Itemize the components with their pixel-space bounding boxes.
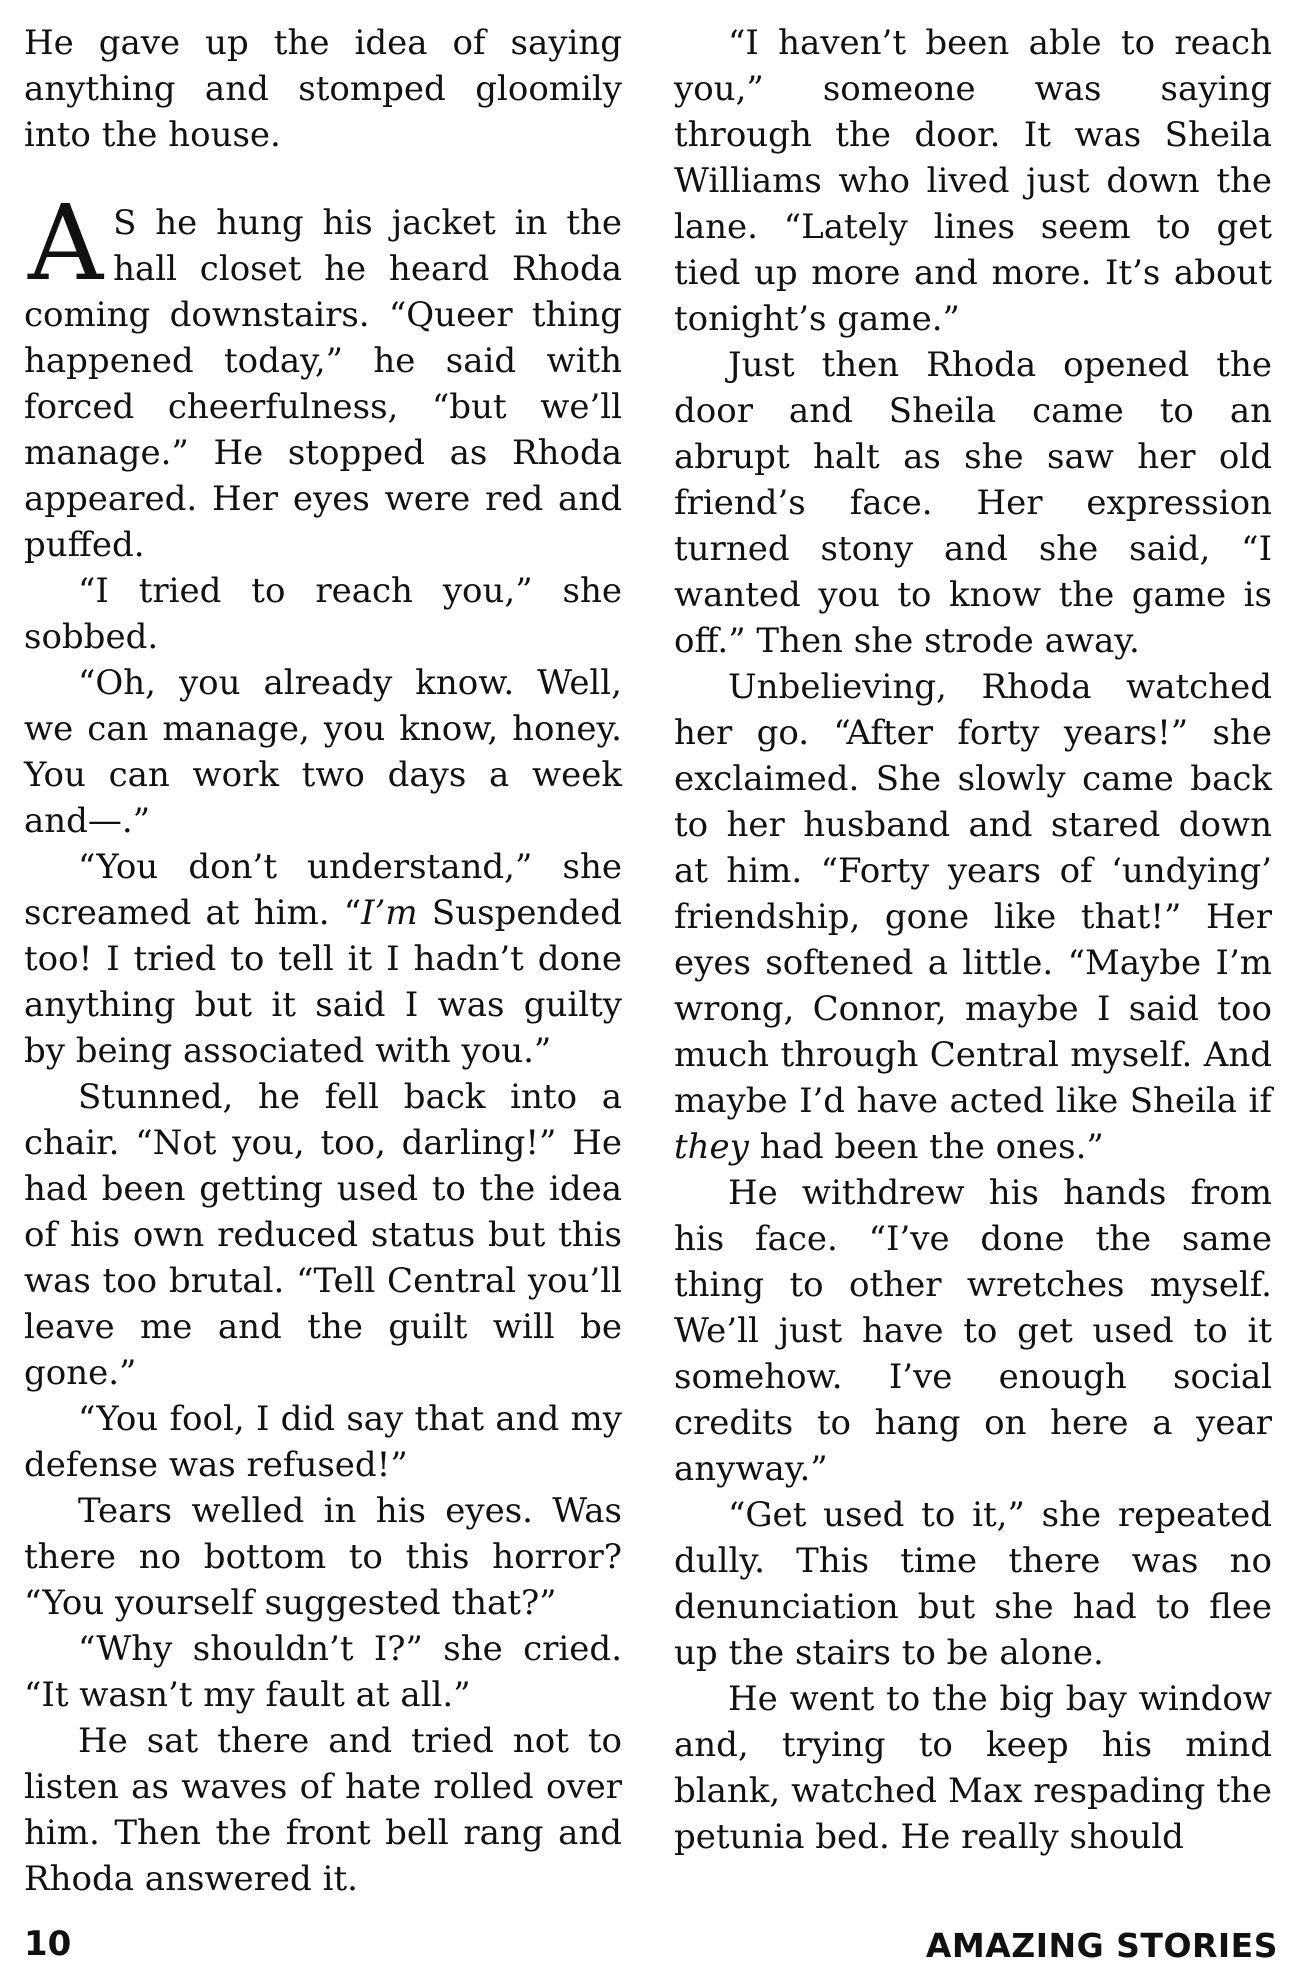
- paragraph-text: S he hung his jacket in the hall closet he heard Rhoda coming downstairs. “Queer thing happened today,” he said with forced cheerfulness, “but we’ll manage.” He stopped as Rhoda appeared. Her eyes were red and puffed.: [24, 203, 622, 565]
- paragraph-text: Unbelieving, Rhoda watched her go. “After forty years!” she exclaimed. She slowly came back to her husband and stared down at him. “Forty years of ‘undying’ friendship, gone like that!” Her eyes softened a little. “Maybe I’m wrong, Connor, maybe I said too much through Central myself. And maybe I’d have acted like Sheila if: [674, 667, 1272, 1121]
- page-number: 10: [24, 1924, 72, 1964]
- left-column: [24, 20, 622, 1902]
- drop-cap: A: [28, 182, 104, 304]
- paragraph: “Get used to it,” she repeated dully. This time there was no denunciation but she had to flee up the stairs to be alone.: [674, 1495, 1272, 1673]
- paragraph: Just then Rhoda opened the door and Sheila came to an abrupt halt as she saw her old friend’s face. Her expression turned stony and she said, “I wanted you to know the game is off.” Then she strode away.: [674, 345, 1272, 661]
- paragraph: Stunned, he fell back into a chair. “Not you, too, darling!” He had been getting used to the idea of his own reduced status but this was too brutal. “Tell Central you’ll leave me and the guilt will be gone.”: [24, 1077, 622, 1393]
- paragraph: [24, 844, 622, 1074]
- italic-text: they: [674, 1127, 749, 1167]
- paragraph: “I haven’t been able to reach you,” someone was saying through the door. It was Sheila Williams who lived just down the lane. “Lately lines seem to get tied up more and more. It’s about tonight’s game.”: [674, 23, 1272, 339]
- right-column: [674, 20, 1272, 1860]
- paragraph: “You fool, I did say that and my defense was refused!”: [24, 1399, 622, 1485]
- paragraph: He withdrew his hands from his face. “I’ve done the same thing to other wretches myself. We’ll just have to get used to it somehow. I’ve enough social credits to hang on here a year anyway.”: [674, 1173, 1272, 1489]
- paragraph: Tears welled in his eyes. Was there no bottom to this horror? “You yourself suggested that?”: [24, 1491, 622, 1623]
- paragraph: [674, 664, 1272, 1170]
- magazine-title: AMAZING STORIES: [925, 1926, 1278, 1965]
- paragraph-text: had been the ones.”: [748, 1127, 1104, 1167]
- section-paragraph: [24, 182, 622, 568]
- paragraph-text: Suspended too! I tried to tell it I hadn’t done anything but it said I was guilty by being associated with you.”: [24, 893, 622, 1071]
- paragraph: “Oh, you already know. Well, we can manage, you know, honey. You can work two days a week and—.”: [24, 663, 622, 841]
- paragraph: He gave up the idea of saying anything and stomped gloomily into the house.: [24, 23, 622, 155]
- paragraph: He sat there and tried not to listen as waves of hate rolled over him. Then the front bell rang and Rhoda answered it.: [24, 1721, 622, 1899]
- paragraph-text: “You don’t understand,” she screamed at him. “: [24, 847, 622, 933]
- paragraph: “I tried to reach you,” she sobbed.: [24, 571, 622, 657]
- italic-text: I’m: [361, 893, 418, 933]
- paragraph: “Why shouldn’t I?” she cried. “It wasn’t my fault at all.”: [24, 1629, 622, 1715]
- paragraph: He went to the big bay window and, trying to keep his mind blank, watched Max respading the petunia bed. He really should: [674, 1679, 1272, 1857]
